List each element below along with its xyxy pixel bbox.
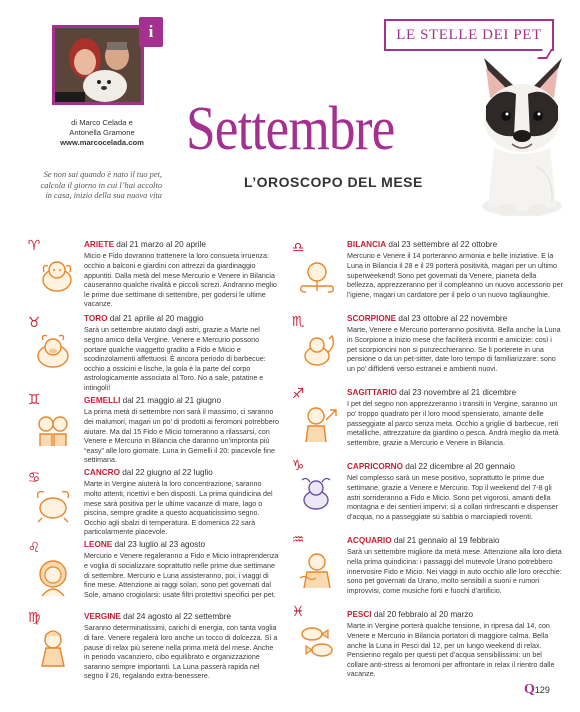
author-photo [52,25,144,105]
sign-dates: dal 23 luglio al 23 agosto [112,540,206,549]
horoscope-scorpio [347,314,563,374]
horoscope-aquarius [347,536,563,596]
page-number-value: 129 [534,685,550,695]
aries-pet-icon [36,254,78,296]
sign-forecast: Sarà un settembre aiutato dagli astri, grazie a Marte nel segno amico della Vergine. Venere e Mercurio possono portare qualche viaggetto gradito a Fido e Micio e scodinzolamenti affettuosi. È ancora periodo di barbecue: occhio a ossicini e lische, la gola è la parte del corpo astrologicamente associata al Toro. No a sale, patatine e intingoli! [84,326,266,392]
sign-dates: dal 23 novembre al 21 dicembre [396,388,517,397]
cancer-symbol-icon: ♋ [27,470,41,486]
sign-dates: dal 24 agosto al 22 settembre [120,612,232,621]
magazine-logo: Q [524,682,535,697]
horoscope-gemini [84,396,280,466]
leo-symbol-icon: ♌ [27,540,41,556]
sign-dates: dal 21 gennaio al 19 febbraio [391,536,500,545]
page-subtitle: L’OROSCOPO DEL MESE [244,174,423,190]
sign-name: SCORPIONE [347,314,397,323]
aquarius-pet-icon [296,548,338,590]
sign-forecast: I pet del segno non apprezzeranno i transiti in Vergine, saranno un po’ troppo quadrato per il loro mood spensierato, amante delle passeggiate al parco senza meta. Occhio a griglie di barbecue, reti metalliche, attrezzature da giardino o pesca. Andrà meglio da metà settembre, grazie a Mercurio e Venere in Bilancia. [347,400,559,447]
cancer-pet-icon [32,484,74,526]
page-number [524,682,550,698]
gemini-symbol-icon: ♊ [27,392,41,408]
capricorn-pet-icon [296,474,338,516]
scorpio-symbol-icon: ♏ [291,314,305,330]
sign-name: ARIETE [84,240,115,249]
horoscope-sagittarius [347,388,563,448]
virgo-symbol-icon: ♍ [27,610,41,626]
sign-dates: dal 22 giugno al 22 luglio [119,468,213,477]
author-credits [42,118,162,148]
virgo-pet-icon [32,626,74,668]
sign-dates: dal 21 marzo al 20 aprile [114,240,206,249]
leo-pet-icon [32,556,74,598]
pisces-pet-icon [296,620,338,662]
gemini-pet-icon [32,408,74,450]
sign-forecast: Saranno determinatissimi, carichi di energia, con tanta voglia di fare. Venere regalerà loro anche un tocco di dolcezza. Sì a pause di relax più serene nella prima metà del mese. Anche in periodo vacanziero, cibo equilibrato e organizzazione saranno sempre importanti. La Luna passerà rapida nel segno il 26, regalando extra-benessere. [84,624,278,681]
aquarius-symbol-icon: ♒ [291,532,305,548]
sign-name: LEONE [84,540,113,549]
sign-name: ACQUARIO [347,536,392,545]
sign-dates: dal 23 ottobre al 22 novembre [396,314,508,323]
sign-name: VERGINE [84,612,121,621]
sign-dates: dal 22 dicembre al 20 gennaio [402,462,515,471]
capricorn-symbol-icon: ♑ [291,458,305,474]
taurus-symbol-icon: ♉ [27,315,41,331]
sign-forecast: Marte, Venere e Mercurio porteranno positività. Bella anche la Luna in Scorpione a inizio mese che faciliterà incontri e amicizie: così i pet scorpioncini non si punzecchieranno. Se li porterete in una pensione o da un pet-sitter, date loro tempo di familiarizzare: sono un po’ diffidenti verso estranei e ambienti nuovi. [347,326,561,373]
author-line-2: Antonella Gramone [69,128,135,137]
sign-forecast: Mercurio e Venere regaleranno a Fido e Micio intraprendenza e voglia di socializzare soprattutto nelle prime due settimane di settembre. Mercurio e Luna assisteranno, poi, i viaggi di fine mese. Attenzione ai raggi solari, sono pet governati dal Sole, amano crogiolarsi: usate filtri protettivi specifici per pet. [84,552,279,599]
taurus-pet-icon [32,330,74,372]
sign-forecast: La prima metà di settembre non sarà il massimo, ci saranno dei malumori, magari un po’ di prodotti ai feromoni potrebbero aiutare. Ma dal 15 Fido e Micio torneranno a rilassarsi, con Venere e Mercurio in Bilancia che daranno un’impronta più “easy” alle loro giornate. Luna in Gemelli il 20: piacevole fine settimana. [84,408,280,465]
horoscope-capricorn [347,462,563,522]
sagittarius-symbol-icon: ♐ [291,386,305,402]
sign-name: CANCRO [84,468,120,477]
sign-name: TORO [84,314,108,323]
libra-symbol-icon: ♎ [291,240,305,256]
sign-forecast: Marte in Vergine aiuterà la loro concentrazione, saranno molto attenti, ricettivi e ben disposti. La prima quindicina del mese sarà positiva per le ultime vacanze di mare, lago o piscina, sempre gradite a questo acquaticissimo segno. Occhio agli sbalzi di temperatura. E domenica 22 sarà particolarmente piacevole. [84,480,273,537]
scorpio-pet-icon [296,330,338,372]
horoscope-aries [84,240,280,310]
intro-quote: Se non sai quando è nato il tuo pet, calcola il giorno in cui l’hai accolto in casa, inizio della sua nuova vita [40,170,162,201]
sign-name: PESCI [347,610,372,619]
sign-name: SAGITTARIO [347,388,397,397]
sagittarius-pet-icon [296,402,338,444]
page-title: Settembre [186,95,395,163]
horoscope-virgo [84,612,280,682]
sign-dates: dal 23 settembre al 22 ottobre [386,240,498,249]
horoscope-libra [347,240,563,300]
horoscope-pisces [347,610,563,680]
sign-dates: dal 21 aprile al 20 maggio [107,314,204,323]
libra-pet-icon [296,256,338,298]
author-website[interactable]: www.marcocelada.com [60,138,144,147]
sign-forecast: Marte in Vergine porterà qualche tensione, in ripresa dal 14, con Venere e Mercurio in Bilancia portatori di maggiore calma. Bella anche la Luna in Pesci dal 12, per un lungo weekend di relax. Pensierino regalo per questi pet d’acqua sensibilissimi: un bel collare anti-stress ai feromoni per affrontare in relax il rientro dalle vacanze. [347,622,555,679]
horoscope-leo [84,540,280,600]
sign-forecast: Micio e Fido dovranno trattenere la loro consueta irruenza: occhio a balconi e giardini con attrezzi da giardinaggio appuntiti. Dalla metà del mese Mercurio e Venere in Bilancia causeranno qualche rivalità e piccoli screzi. Andranno meglio le prime due settimane di settembre, per godersi le ultime vacanze. [84,252,277,309]
sign-name: GEMELLI [84,396,121,405]
sign-dates: dal 20 febbraio al 20 marzo [371,610,474,619]
pisces-symbol-icon: ♓ [291,604,305,620]
horoscope-cancer [84,468,280,538]
sign-forecast: Sarà un settembre migliore da metà mese. Attenzione alla loro dieta nella prima quindicina: i passaggi del mutevole Urano potrebbero innervosire Fido e Micio. Nei viaggi in auto occhio alle loro orecchie: sono pet governati da Urano, molto sensibili a suoni e rumori improvvisi, come musiche forti e fuochi d’artificio. [347,548,562,595]
sign-forecast: Nel complesso sarà un mese positivo, soprattutto le prime due settimane, grazie a Venere e Mercurio. Top il weekend del 7-8 gli astri sorrideranno a Fido e Micio. Sono pet vigorosi, amanti della montagna e dei sentieri impervi: sì a collari rinfrescanti e dispenser d’acqua, no a passeggiate su sabbia o marciapiedi roventi. [347,474,559,521]
section-tag: LE STELLE DEI PET [384,19,554,51]
sign-name: CAPRICORNO [347,462,403,471]
horoscope-taurus [84,314,280,394]
info-icon: i [139,17,163,47]
aries-symbol-icon: ♈ [27,238,41,254]
sign-dates: dal 21 maggio al 21 giugno [120,396,221,405]
sign-forecast: Mercurio e Venere il 14 porteranno armonia e belle iniziative. E la Luna in Bilancia il 28 e il 29 porterà positività, magari per un ultimo superweekend! Sono pet governati da Venere, pianeta della bellezza, apprezzeranno per il compleanno un nuovo accessorio per l’igiene, magari un cardatore per il pelo o un nuovo tagliaunghie. [347,252,563,299]
author-line-1: di Marco Celada e [71,118,133,127]
french-bulldog-photo [436,56,580,226]
sign-name: BILANCIA [347,240,387,249]
